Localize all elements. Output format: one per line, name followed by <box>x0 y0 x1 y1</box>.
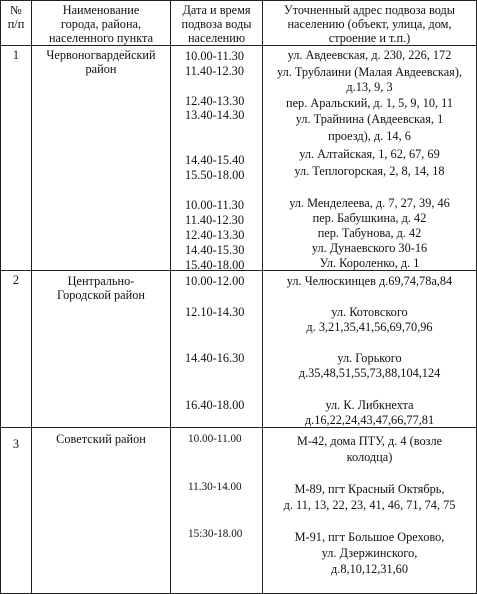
address-line: колодца) <box>346 450 393 464</box>
time-slot: 10.00-11.30 <box>185 49 244 63</box>
time-slot: 10.00-12.00 <box>185 274 245 288</box>
address-line: д.13, 9, 3 <box>346 80 393 94</box>
header-text: населению (объект, улица, дом, <box>287 17 452 31</box>
row-number: 2 <box>12 273 20 287</box>
district-text: Городской район <box>57 288 145 302</box>
header-text: населенного пункта <box>48 31 154 45</box>
address-line: д.35,48,51,55,73,88,104,124 <box>298 366 441 380</box>
time-slot: 15.50-18.00 <box>185 168 245 182</box>
header-col-address <box>263 3 476 45</box>
header-text: города, района, <box>60 17 142 31</box>
district-name <box>32 48 170 76</box>
header-col-time <box>171 3 262 45</box>
header-col-district <box>32 3 170 45</box>
time-slot: 14.40-15.40 <box>185 153 245 167</box>
address-line: ул. Дунаевского 30-16 <box>311 241 428 255</box>
header-col-num <box>1 3 31 31</box>
header-text: Уточненный адрес подвоза воды <box>283 3 456 17</box>
address-line: ул. Алтайская, 1, 62, 67, 69 <box>299 147 440 161</box>
address-line: ул. Челюскинцев д.69,74,78а,84 <box>286 274 453 288</box>
district-text: Центрально- <box>67 274 135 288</box>
time-slot: 15:30-18.00 <box>188 528 243 540</box>
address-line: проезд), д. 14, 6 <box>328 129 411 143</box>
time-slot: 16.40-18.00 <box>185 398 245 412</box>
time-slot: 10.00-11.30 <box>185 198 244 212</box>
time-slot: 14.40-16.30 <box>185 351 245 365</box>
header-text: № <box>10 3 22 17</box>
address-line: ул. Теплогорская, 2, 8, 14, 18 <box>294 164 445 178</box>
address-line: ул. К. Либкнехта <box>325 398 414 412</box>
district-name <box>32 432 170 446</box>
time-slot: 10.00-11.00 <box>188 433 242 445</box>
address-line: д.8,10,12,31,60 <box>331 562 408 576</box>
time-slot: 15.40-18.00 <box>185 258 245 272</box>
district-text: район <box>85 62 117 76</box>
address-line: пер. Табунова, д. 42 <box>317 226 422 240</box>
address-line: М-91, пгт Большое Орехово, <box>294 530 445 544</box>
address-line: М-42, дома ПТУ, д. 4 (возле <box>296 434 443 448</box>
row-number: 3 <box>12 437 20 451</box>
row-number: 1 <box>12 48 20 62</box>
header-text: населению <box>187 31 246 45</box>
address-line: Ул. Короленко, д. 1 <box>319 256 420 270</box>
time-slot: 12.40-13.30 <box>185 228 245 242</box>
district-text: Червоногвардейский <box>46 48 156 62</box>
address-line: пер. Бабушкина, д. 42 <box>312 211 427 225</box>
address-line: ул. Авдеевская, д. 230, 226, 172 <box>287 48 452 62</box>
time-slot: 12.10-14.30 <box>185 305 245 319</box>
address-line: ул. Дзержинского, <box>321 546 418 560</box>
header-text: Наименование <box>62 3 140 17</box>
district-text: Советский район <box>56 432 146 446</box>
header-text: п/п <box>7 17 25 31</box>
header-text: подвоза воды <box>181 17 252 31</box>
address-line: д. 11, 13, 22, 23, 41, 46, 71, 74, 75 <box>283 498 456 512</box>
address-line: М-89, пгт Красный Октябрь, <box>294 482 445 496</box>
time-slot: 14.40-15.30 <box>185 243 245 257</box>
district-name <box>32 274 170 302</box>
time-slot: 11.30-14.00 <box>188 481 242 493</box>
time-slot: 11.40-12.30 <box>185 64 244 78</box>
time-slot: 13.40-14.30 <box>185 108 245 122</box>
address-line: ул. Котовского <box>331 305 408 319</box>
header-text: Дата и время <box>182 3 251 17</box>
address-line: ул. Трублаини (Малая Авдеевская), <box>276 65 462 79</box>
address-line: ул. Горького <box>337 351 402 365</box>
time-slot: 12.40-13.30 <box>185 94 245 108</box>
address-line: д.16,22,24,43,47,66,77,81 <box>304 413 435 427</box>
address-line: ул. Менделеева, д. 7, 27, 39, 46 <box>289 196 450 210</box>
address-line: пер. Аральский, д. 1, 5, 9, 10, 11 <box>286 96 453 110</box>
header-text: строение и т.п.) <box>328 31 411 45</box>
address-line: д. 3,21,35,41,56,69,70,96 <box>306 320 433 334</box>
address-line: ул. Трайнина (Авдеевская, 1 <box>295 112 444 126</box>
time-slot: 11.40-12.30 <box>185 213 244 227</box>
